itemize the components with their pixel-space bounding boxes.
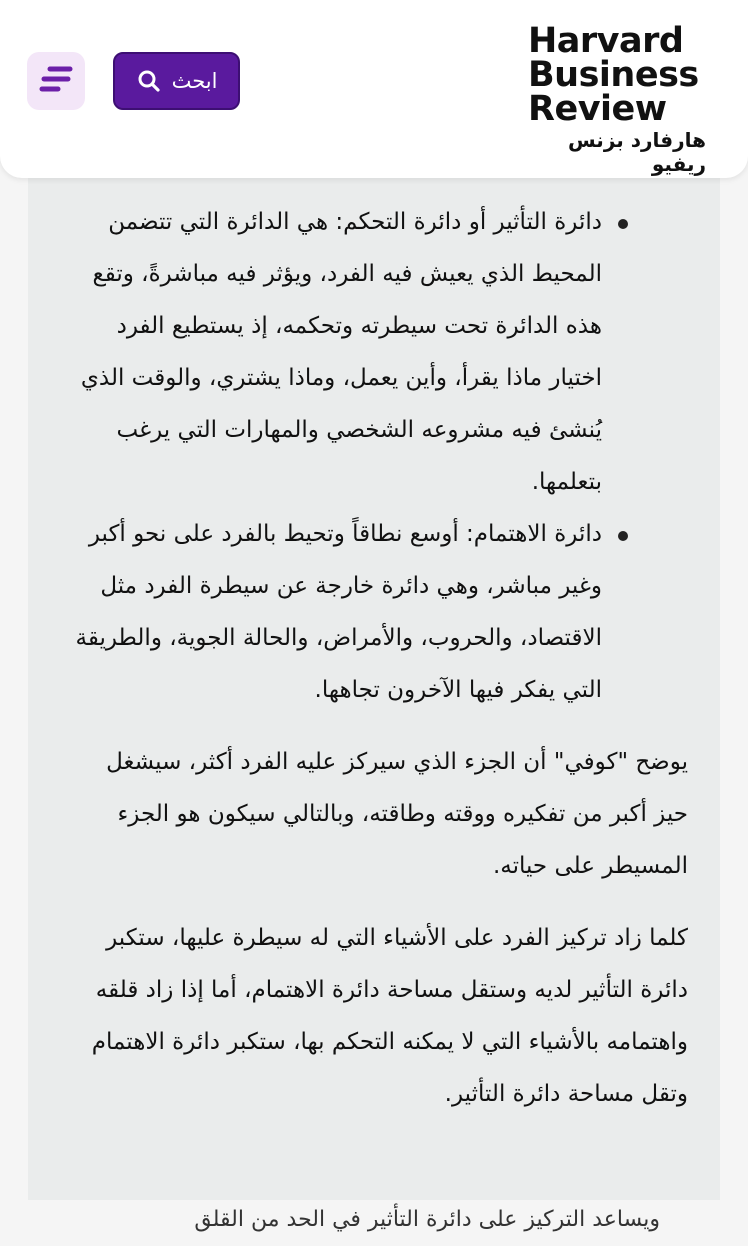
article-body xyxy=(28,178,720,1232)
paragraph: يوضح "كوفي" أن الجزء الذي سيركز عليه الفرد أكثر، سيشغل حيز أكبر من تفكيره ووقته وطاقته، وبالتالي سيكون هو الجزء المسيطر على حياته. xyxy=(106,749,688,879)
logo-arabic: هارفارد بزنس ريفيو xyxy=(568,128,706,176)
search-button[interactable] xyxy=(113,52,240,110)
search-icon xyxy=(136,68,162,94)
logo-line-3: Review xyxy=(528,89,667,129)
menu-icon xyxy=(38,64,74,98)
search-button-label: ابحث xyxy=(171,69,218,93)
logo-line-2: Business xyxy=(528,55,699,95)
cut-off-line: ويساعد التركيز على دائرة التأثير في الحد من القلق xyxy=(194,1207,660,1232)
site-header xyxy=(0,0,748,178)
paragraph: كلما زاد تركيز الفرد على الأشياء التي له سيطرة عليها، ستكبر دائرة التأثير لديه وستقل مساحة دائرة الاهتمام، أما إذا زاد قلقه واهتمامه بالأشياء التي لا يمكنه التحكم بها، ستكبر دائرة الاهتمام وتقل مساحة دائرة التأثير. xyxy=(91,925,688,1107)
list-item: دائرة الاهتمام: أوسع نطاقاً وتحيط بالفرد على نحو أكبر وغير مباشر، وهي دائرة خارجة عن سيطرة الفرد مثل الاقتصاد، والحروب، والأمراض، والحالة الجوية، والطريقة التي يفكر فيها الآخرون تجاهها. xyxy=(68,508,602,716)
logo-line-1: Harvard xyxy=(528,21,684,61)
menu-button[interactable] xyxy=(27,52,85,110)
list-item: دائرة التأثير أو دائرة التحكم: هي الدائرة التي تتضمن المحيط الذي يعيش فيه الفرد، ويؤثر فيه مباشرةً، وتقع هذه الدائرة تحت سيطرته وتحكمه، إذ يستطيع الفرد اختيار ماذا يقرأ، وأين يعمل، وماذا يشتري، والوقت الذي يُنشئ فيه مشروعه الشخصي والمهارات التي يرغب بتعلمها. xyxy=(68,196,602,508)
hbr-logo[interactable] xyxy=(528,21,718,176)
bullet-list xyxy=(68,196,690,716)
